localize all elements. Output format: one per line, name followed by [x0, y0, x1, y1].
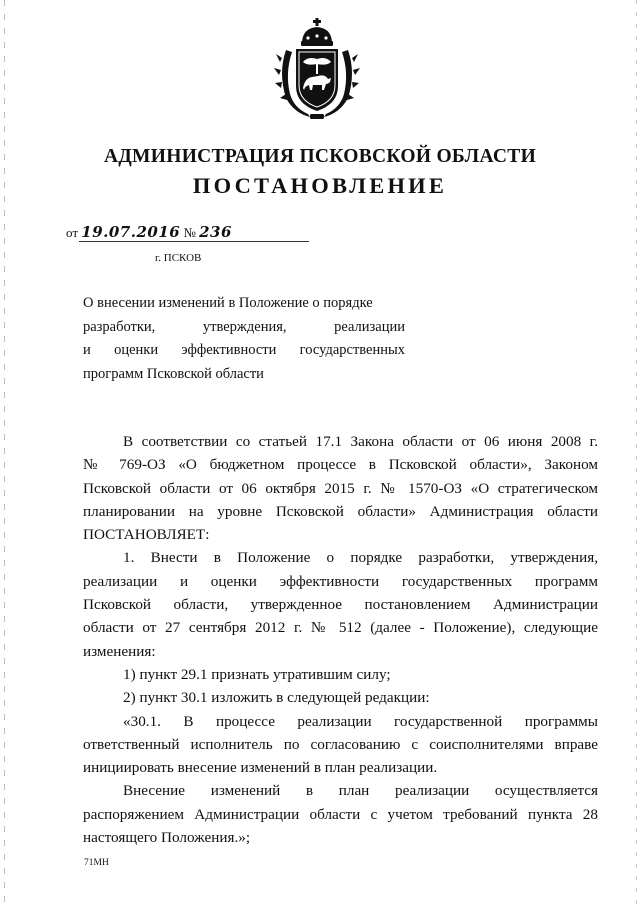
- body-line: ответственный исполнитель по согласованию с соисполнителями вправе: [83, 735, 598, 753]
- document-type-title: ПОСТАНОВЛЕНИЕ: [192, 173, 448, 198]
- body-line: реализации и оценки эффективности государственных программ: [83, 572, 598, 590]
- number-value: 236: [199, 223, 232, 241]
- scan-edge-left: [4, 0, 5, 905]
- date-prefix: от: [66, 225, 79, 240]
- subject-line: и оценки эффективности государственных: [83, 342, 405, 358]
- body-line: Псковской области, утвержденное постановлением Администрации: [83, 596, 598, 614]
- date-number-line: [66, 223, 232, 241]
- body-line: 2) пункт 30.1 изложить в следующей редакции:: [123, 689, 430, 707]
- body-line: В соответствии со статьей 17.1 Закона области от 06 июня 2008 г.: [123, 433, 598, 450]
- body-line: распоряжением Администрации области с учетом требований пункта 28: [83, 805, 598, 823]
- body-line: инициировать внесение изменений в план реализации.: [83, 759, 438, 777]
- body-line: ПОСТАНОВЛЯЕТ:: [83, 526, 210, 544]
- date-underline: [79, 241, 309, 242]
- subject-line: О внесении изменений в Положение о порядке: [83, 295, 373, 311]
- scan-edge-right: [636, 0, 637, 905]
- document-subject: [83, 292, 405, 386]
- document-body: [83, 430, 598, 849]
- body-line: настоящего Положения.»;: [83, 829, 251, 847]
- body-line: изменения:: [83, 642, 156, 660]
- coat-of-arms-emblem: [272, 18, 362, 124]
- body-line: области от 27 сентября 2012 г. № 512 (далее - Положение), следующие: [83, 619, 598, 637]
- subject-line: программ Псковской области: [83, 365, 264, 382]
- city-label: г. ПСКОВ: [155, 252, 202, 264]
- organization-title: АДМИНИСТРАЦИЯ ПСКОВСКОЙ ОБЛАСТИ: [103, 146, 537, 167]
- body-line: 1) пункт 29.1 признать утратившим силу;: [123, 665, 391, 683]
- body-line: планировании на уровне Псковской области» Администрация области: [83, 502, 598, 520]
- date-value: 19.07.2016: [81, 223, 181, 241]
- body-line: «30.1. В процессе реализации государственной программы: [123, 712, 598, 730]
- subject-line: разработки, утверждения, реализации: [83, 318, 405, 335]
- body-line: 1. Внести в Положение о порядке разработки, утверждения,: [123, 549, 598, 567]
- body-line: № 769-ОЗ «О бюджетном процессе в Псковской области», Законом: [83, 456, 598, 474]
- number-prefix: №: [183, 225, 196, 240]
- body-line: Внесение изменений в план реализации осуществляется: [123, 782, 598, 800]
- footer-code: 71МН: [84, 858, 109, 868]
- body-line: Псковской области от 06 октября 2015 г. № 1570-ОЗ «О стратегическом: [83, 479, 598, 497]
